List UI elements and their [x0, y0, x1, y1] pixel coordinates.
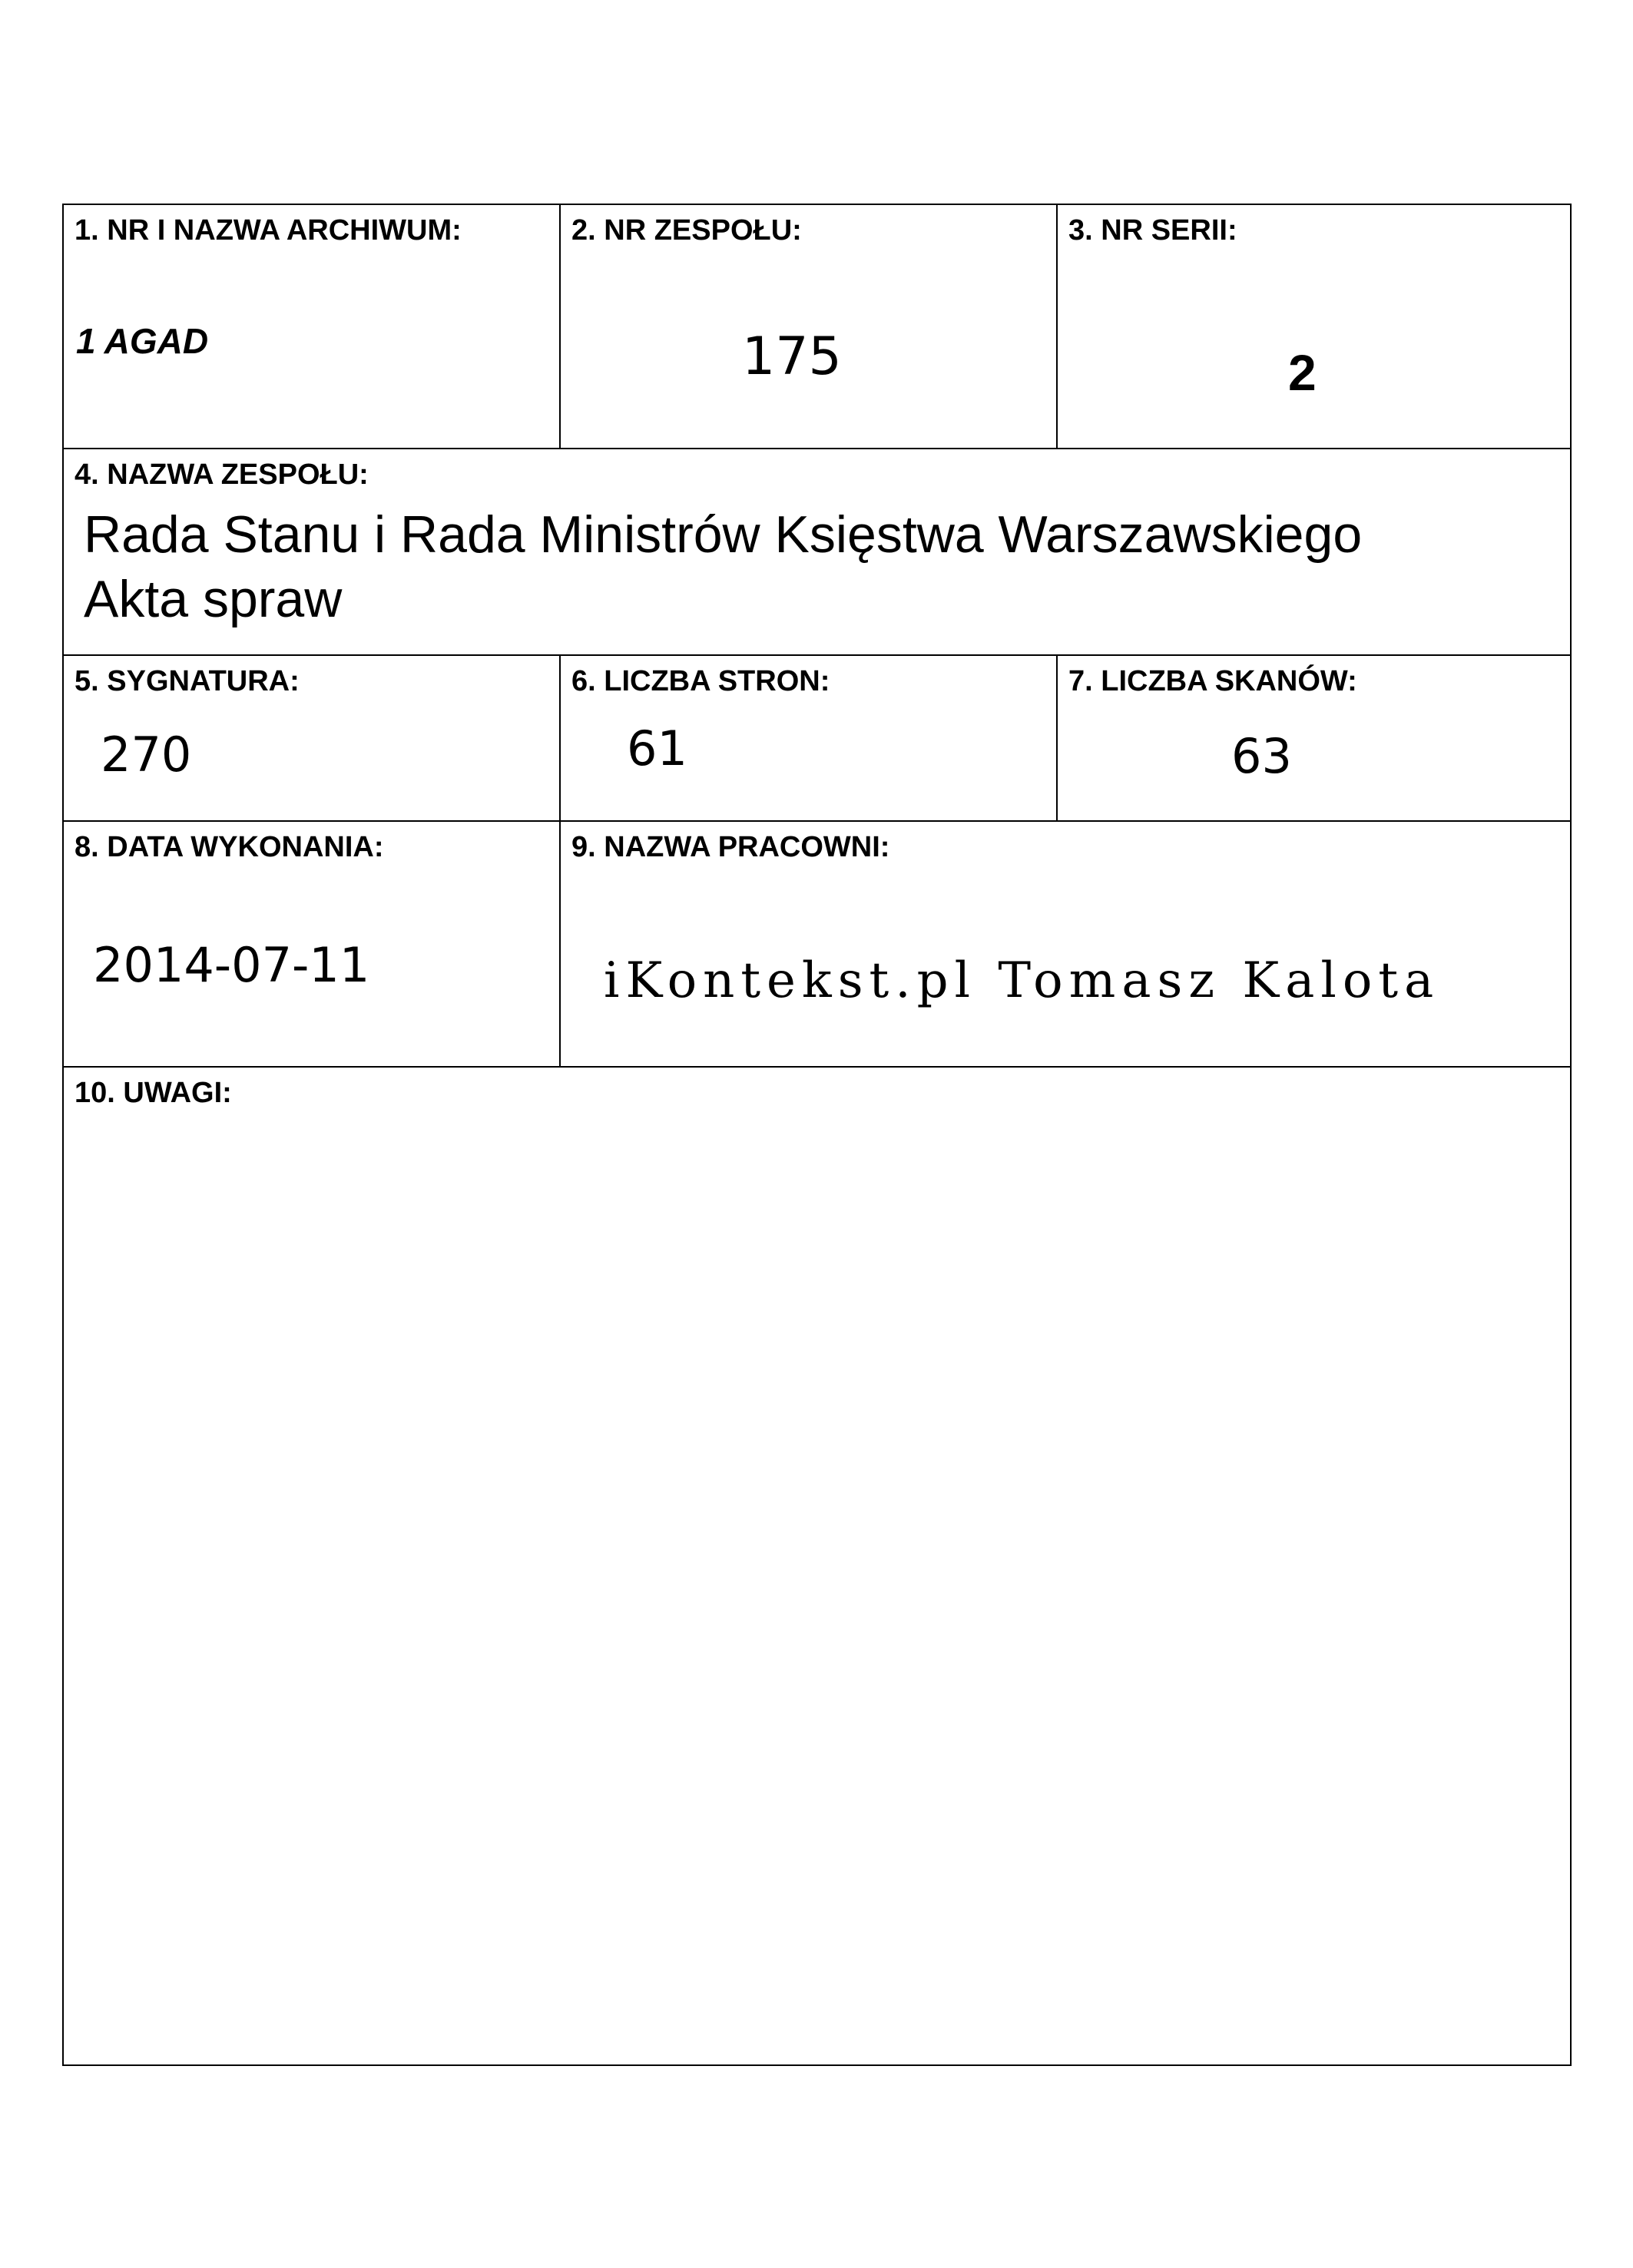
field-label: 2. NR ZESPOŁU: — [571, 214, 802, 247]
scan-count-value: 63 — [1231, 728, 1292, 784]
field-label: 7. LICZBA SKANÓW: — [1068, 665, 1357, 697]
field-label: 10. UWAGI: — [75, 1077, 232, 1109]
field-label: 9. NAZWA PRACOWNI: — [571, 831, 890, 863]
field-label: 6. LICZBA STRON: — [571, 665, 830, 697]
signature-value: 270 — [101, 727, 192, 783]
field-workshop — [561, 822, 1572, 1066]
field-label: 8. DATA WYKONANIA: — [75, 831, 384, 863]
field-label: 5. SYGNATURA: — [75, 665, 300, 697]
field-label: 4. NAZWA ZESPOŁU: — [75, 459, 369, 491]
workshop-value: iKontekst.pl Tomasz Kalota — [604, 952, 1440, 1009]
fonds-number-value: 175 — [742, 326, 842, 387]
field-fonds-name — [64, 449, 1572, 654]
field-page-count — [561, 656, 1056, 820]
field-date — [64, 822, 559, 1066]
field-signature — [64, 656, 559, 820]
field-series-number — [1058, 205, 1572, 448]
series-number-value: 2 — [1288, 344, 1317, 401]
archive-metadata-form — [62, 204, 1572, 2066]
field-label: 1. NR I NAZWA ARCHIWUM: — [75, 214, 462, 247]
field-archive — [64, 205, 559, 448]
fonds-name-line1: Rada Stanu i Rada Ministrów Księstwa Warszawskiego — [84, 505, 1363, 564]
field-scan-count — [1058, 656, 1572, 820]
page-count-value: 61 — [627, 720, 687, 776]
field-fonds-number — [561, 205, 1056, 448]
field-label: 3. NR SERII: — [1068, 214, 1237, 247]
archive-value: 1 AGAD — [76, 321, 209, 361]
field-remarks — [64, 1068, 1572, 2064]
date-value: 2014-07-11 — [93, 937, 370, 993]
fonds-name-line2: Akta spraw — [84, 570, 343, 628]
